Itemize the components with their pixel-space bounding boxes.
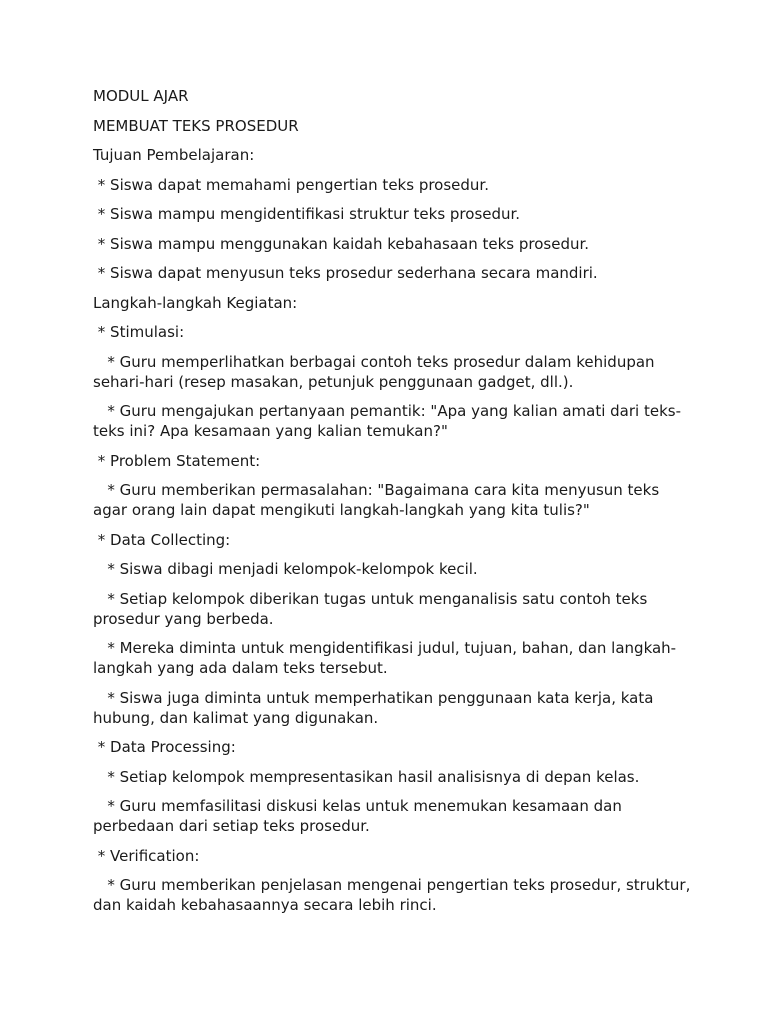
objective-item: * Siswa dapat memahami pengertian teks prosedur. (93, 175, 489, 194)
objective-item: * Siswa mampu menggunakan kaidah kebahasaan teks prosedur. (93, 234, 590, 253)
activity-stage: * Verification: (93, 846, 200, 865)
activity-step: * Setiap kelompok mempresentasikan hasil analisisnya di depan kelas. (93, 767, 640, 786)
activity-step: * Guru memperlihatkan berbagai contoh teks prosedur dalam kehidupan sehari-hari (resep masakan, petunjuk penggunaan gadget, dll.). (93, 352, 660, 391)
activity-stage: * Data Collecting: (93, 530, 231, 549)
activity-stage: * Stimulasi: (93, 323, 185, 341)
document-page (93, 86, 696, 925)
activity-step: * Guru memberikan penjelasan mengenai pengertian teks prosedur, struktur, dan kaidah kebahasaannya secara lebih rinci. (93, 876, 696, 914)
section-heading-activities: Langkah-langkah Kegiatan: (93, 293, 298, 312)
objective-item: * Siswa mampu mengidentifikasi struktur teks prosedur. (93, 205, 521, 223)
activity-step: * Guru mengajukan pertanyaan pemantik: "Apa yang kalian amati dari teks-teks ini? Apa kesamaan yang kalian temukan?" (93, 402, 682, 440)
activity-step: * Mereka diminta untuk mengidentifikasi judul, tujuan, bahan, dan langkah-langkah yang ada dalam teks tersebut. (93, 639, 677, 677)
activity-stage: * Problem Statement: (93, 451, 261, 470)
activity-step: * Guru memberikan permasalahan: "Bagaimana cara kita menyusun teks agar orang lain dapat mengikuti langkah-langkah yang kita tulis?" (93, 481, 664, 519)
activity-stage: * Data Processing: (93, 738, 236, 756)
objective-item: * Siswa dapat menyusun teks prosedur sederhana secara mandiri. (93, 264, 598, 282)
activity-step: * Guru memfasilitasi diskusi kelas untuk menemukan kesamaan dan perbedaan dari setiap teks prosedur. (93, 797, 627, 835)
activity-step: * Siswa juga diminta untuk memperhatikan penggunaan kata kerja, kata hubung, dan kalimat yang digunakan. (93, 688, 659, 727)
section-heading-objectives: Tujuan Pembelajaran: (93, 146, 255, 164)
activity-step: * Siswa dibagi menjadi kelompok-kelompok kecil. (93, 560, 478, 578)
module-subtitle: MEMBUAT TEKS PROSEDUR (93, 116, 299, 135)
module-title: MODUL AJAR (93, 87, 189, 105)
activity-step: * Setiap kelompok diberikan tugas untuk menganalisis satu contoh teks prosedur yang berbeda. (93, 589, 653, 628)
